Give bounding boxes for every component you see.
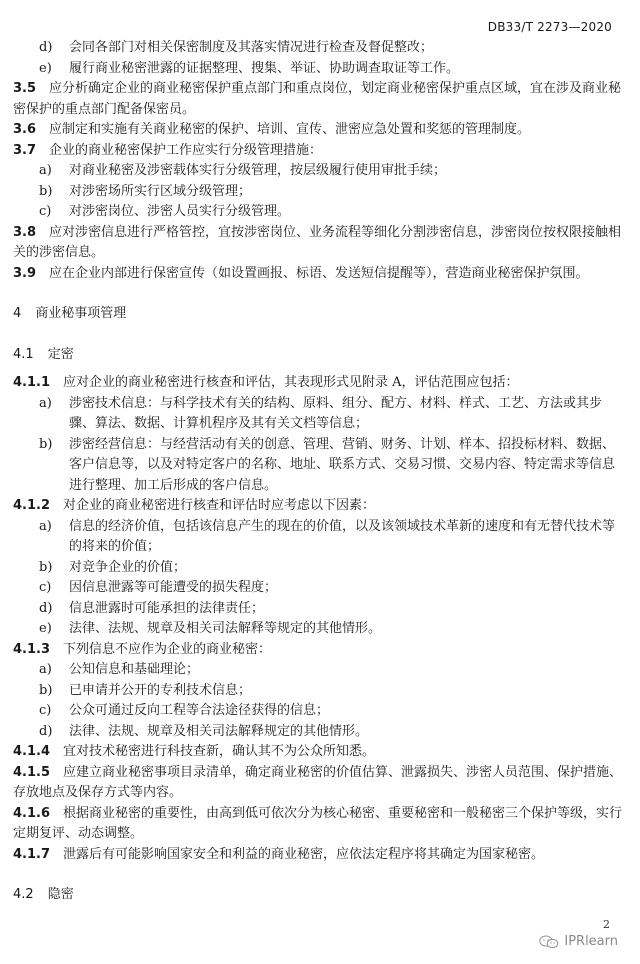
list-item-text: 法律、法规、规章及相关司法解释等规定的其他情形。: [69, 621, 382, 636]
clause-paragraph: [13, 141, 625, 162]
clause-paragraph: [13, 373, 625, 394]
clause-number: 4.1.2: [13, 498, 51, 513]
clause-paragraph: [13, 264, 625, 285]
heading-number: 4.2: [13, 887, 34, 902]
list-marker: e): [39, 621, 52, 636]
list-item: [13, 59, 625, 80]
list-item: [13, 619, 625, 640]
clause-number: 4.1.3: [13, 641, 51, 657]
section-heading: [13, 304, 625, 325]
clause-text: 应对企业的商业秘密进行核查和评估，其表现形式见附录 A，评估范围应包括：: [63, 375, 519, 390]
list-item-text: 对商业秘密及涉密载体实行分级管理，按层级履行使用审批手续；: [69, 163, 447, 178]
list-item: [13, 202, 625, 223]
clause-paragraph: [13, 223, 625, 264]
list-item-text: 公众可通过反向工程等合法途径获得的信息；: [69, 703, 330, 718]
clause-text: 应对涉密信息进行严格管控，宜按涉密岗位、业务流程等细化分割涉密信息，涉密岗位按权限接触相关的涉密信息。: [13, 224, 622, 260]
clause-paragraph: [13, 763, 625, 804]
list-item-text: 法律、法规、规章及相关司法解释规定的其他情形。: [69, 723, 369, 739]
wechat-icon: [539, 935, 559, 949]
clause-text: 应建立商业秘密事项目录清单，确定商业秘密的价值估算、泄露损失、涉密人员范围、保护措施、存放地点及保存方式等内容。: [13, 764, 623, 800]
list-marker: a): [39, 395, 52, 411]
clause-paragraph: [13, 845, 625, 866]
clause-paragraph: [13, 640, 625, 661]
list-marker: c): [39, 703, 52, 718]
clause-number: 3.9: [13, 265, 37, 281]
list-marker: d): [39, 723, 53, 739]
list-item: [13, 578, 625, 599]
watermark: [539, 934, 618, 949]
watermark-text: IPRlearn: [564, 934, 618, 949]
clause-number: 3.5: [13, 81, 37, 96]
list-item-text: 公知信息和基础理论；: [69, 662, 200, 677]
list-item: [13, 701, 625, 722]
list-marker: b): [39, 183, 53, 199]
clause-text: 企业的商业秘密保护工作应实行分级管理措施：: [49, 142, 323, 158]
list-item-text: 对涉密岗位、涉密人员实行分级管理。: [69, 204, 291, 219]
list-marker: b): [39, 436, 53, 452]
section-gap: [13, 284, 625, 304]
clause-paragraph: [13, 120, 625, 141]
list-item: [13, 435, 625, 497]
clause-paragraph: [13, 79, 625, 120]
list-item-text: 已申请并公开的专利技术信息；: [69, 682, 252, 698]
clause-number: 3.8: [13, 224, 37, 240]
list-item-text: 信息的经济价值，包括该信息产生的现在的价值，以及该领域技术革新的速度和有无替代技术等的将来的价值；: [69, 518, 616, 554]
list-marker: b): [39, 559, 53, 575]
section-heading: [13, 345, 625, 366]
page-number: 2: [603, 918, 610, 931]
list-marker: d): [39, 600, 53, 616]
clause-text: 泄露后有可能影响国家安全和利益的商业秘密，应依法定程序将其确定为国家秘密。: [63, 846, 545, 862]
list-item-text: 信息泄露时可能承担的法律责任；: [69, 600, 265, 616]
clause-number: 4.1.4: [13, 744, 51, 759]
heading-text: 隐密: [47, 887, 74, 902]
list-marker: e): [39, 60, 52, 76]
clause-text: 应制定和实施有关商业秘密的保护、培训、宣传、泄密应急处置和奖惩的管理制度。: [49, 122, 531, 137]
list-item: [13, 660, 625, 681]
list-marker: d): [39, 40, 53, 55]
list-item: [13, 517, 625, 558]
list-marker: a): [39, 163, 52, 178]
clause-number: 4.1.7: [13, 846, 51, 862]
list-item-text: 涉密技术信息：与科学技术有关的结构、原料、组分、配方、材料、样式、工艺、方法或其步骤、算法、数据、计算机程序及其有关文档等信息；: [69, 395, 603, 431]
clause-number: 4.1.6: [13, 805, 51, 821]
list-marker: a): [39, 662, 52, 677]
clause-number: 3.7: [13, 142, 37, 158]
list-item-text: 对涉密场所实行区域分级管理；: [69, 183, 252, 199]
list-item-text: 涉密经营信息：与经营活动有关的创意、管理、营销、财务、计划、样本、招投标材料、数据、客户信息等，以及对特定客户的名称、地址、联系方式、交易习惯、交易内容、特定需求等信息进行整理、加工后形成的客户信息。: [69, 436, 616, 493]
list-item-text: 因信息泄露等可能遭受的损失程度；: [69, 580, 278, 595]
heading-number: 4: [13, 306, 22, 321]
list-item: [13, 558, 625, 579]
list-item-text: 对竞争企业的价值；: [69, 559, 187, 575]
heading-text: 商业秘事项管理: [35, 306, 127, 321]
document-code: DB33/T 2273—2020: [487, 20, 612, 34]
heading-number: 4.1: [13, 346, 34, 362]
clause-text: 根据商业秘密的重要性，由高到低可依次分为核心秘密、重要秘密和一般秘密三个保护等级，实行定期复评、动态调整。: [13, 805, 623, 841]
list-marker: b): [39, 682, 53, 698]
clause-paragraph: [13, 496, 625, 517]
section-gap: [13, 365, 625, 373]
list-item: [13, 722, 625, 743]
section-gap: [13, 865, 625, 885]
clause-paragraph: [13, 804, 625, 845]
clause-text: 应在企业内部进行保密宣传（如设置画报、标语、发送短信提醒等），营造商业秘密保护氛围。: [49, 265, 589, 281]
list-item: [13, 161, 625, 182]
clause-text: 对企业的商业秘密进行核查和评估时应考虑以下因素：: [63, 498, 376, 513]
list-marker: a): [39, 518, 52, 534]
list-item-text: 会同各部门对相关保密制度及其落实情况进行检查及督促整改；: [69, 40, 434, 55]
list-item: [13, 38, 625, 59]
clause-number: 3.6: [13, 122, 37, 137]
section-gap: [13, 325, 625, 345]
list-item: [13, 599, 625, 620]
list-marker: c): [39, 580, 52, 595]
clause-number: 4.1.1: [13, 375, 51, 390]
heading-text: 定密: [47, 346, 74, 362]
list-marker: c): [39, 204, 52, 219]
clause-number: 4.1.5: [13, 764, 51, 780]
clause-text: 应分析确定企业的商业秘密保护重点部门和重点岗位，划定商业秘密保护重点区域，宜在涉及商业秘密保护的重点部门配备保密员。: [13, 81, 622, 117]
clause-text: 下列信息不应作为企业的商业秘密：: [63, 641, 272, 657]
list-item-text: 履行商业秘密泄露的证据整理、搜集、举证、协助调查取证等工作。: [69, 60, 460, 76]
clause-paragraph: [13, 742, 625, 763]
clause-text: 宜对技术秘密进行科技查新，确认其不为公众所知悉。: [63, 744, 376, 759]
document-body: [13, 38, 625, 906]
section-heading: [13, 885, 625, 906]
list-item: [13, 394, 625, 435]
list-item: [13, 681, 625, 702]
list-item: [13, 182, 625, 203]
